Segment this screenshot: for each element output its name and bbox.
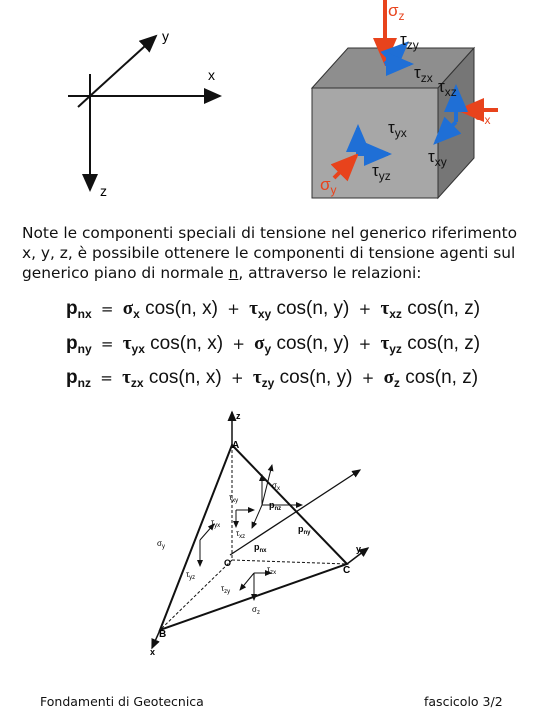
sigma-z-label: $\sigma_z$ <box>388 1 405 23</box>
equation-pnz: $p_{nz} = \tau_{zx}$ cos(n, $x) + \tau_{zy}$ cos(n, $y) + \sigma_z$ cos(n, z) <box>66 367 479 390</box>
equation-pny: $p_{ny} = \tau_{yx}$ cos(n, $x) + \sigma_y$ cos(n, $y) + \tau_{yz}$ cos(n, z) <box>66 333 481 356</box>
tetra-x-label: x <box>150 647 156 657</box>
tau-zy-label: $\tau_{zy}$ <box>400 30 419 52</box>
tau-yx-label: $\tau_{yx}$ <box>388 118 407 140</box>
normal-symbol: n <box>228 264 239 282</box>
tetra-p-nx: $p_{nx}$ <box>254 542 267 554</box>
tetra-sigma-z: $\sigma_z$ <box>252 605 260 616</box>
tau-yz-label: $\tau_{yz}$ <box>372 161 391 183</box>
origin-label: O <box>224 558 232 568</box>
normal-n-line <box>230 470 360 555</box>
tetra-tau-zy: $\tau_{zy}$ <box>221 584 231 595</box>
z-axis-label: z <box>100 183 107 199</box>
note-text-before: Note le componenti speciali di tensione nel generico riferimento x, y, z, è possibile ottenere le componenti di tensione agenti sul generico piano di normale <box>22 224 518 282</box>
sigma-y-label: $\sigma_y$ <box>320 175 337 197</box>
tetra-sigma-x: $\sigma_x$ <box>272 481 280 492</box>
tetra-y-label: y <box>356 544 362 554</box>
note-text-after: , attraverso le relazioni: <box>238 264 422 282</box>
equation-pnx: $p_{nx} = \sigma_x$ cos(n, $x) + \tau_{xy}$ cos(n, $y) + \tau_{xz}$ cos(n, z) <box>66 298 481 321</box>
tetra-tau-xy: $\tau_{xy}$ <box>229 493 239 504</box>
tetra-tau-yx: $\tau_{yx}$ <box>211 518 221 529</box>
y-axis-label: y <box>162 28 169 44</box>
tetra-tau-xz: $\tau_{xz}$ <box>236 529 246 540</box>
sigma-x-label: $\sigma_x$ <box>474 105 491 127</box>
footer-page-info: fascicolo 3/2 <box>424 694 503 709</box>
tetra-p-ny: $p_{ny}$ <box>298 524 311 536</box>
tetra-tau-yz: $\tau_{yz}$ <box>186 570 196 581</box>
tau-xy-label: $\tau_{xy}$ <box>428 147 447 169</box>
tau-zx-label: $\tau_{zx}$ <box>414 63 433 85</box>
tau-xz-label: $\tau_{xz}$ <box>438 77 457 99</box>
tetra-tau-zx: $\tau_{zx}$ <box>267 565 277 576</box>
tetra-sigma-y: $\sigma_y$ <box>157 539 165 550</box>
vertex-b-label: B <box>159 629 167 640</box>
vertex-a-label: A <box>232 440 240 451</box>
vertex-c-label: C <box>343 565 351 576</box>
x-axis-label: x <box>208 67 215 83</box>
tetra-z-label: z <box>236 411 241 421</box>
tetra-p-nz: $p_{nz}$ <box>269 500 282 512</box>
footer-course-title: Fondamenti di Geotecnica <box>40 694 204 709</box>
